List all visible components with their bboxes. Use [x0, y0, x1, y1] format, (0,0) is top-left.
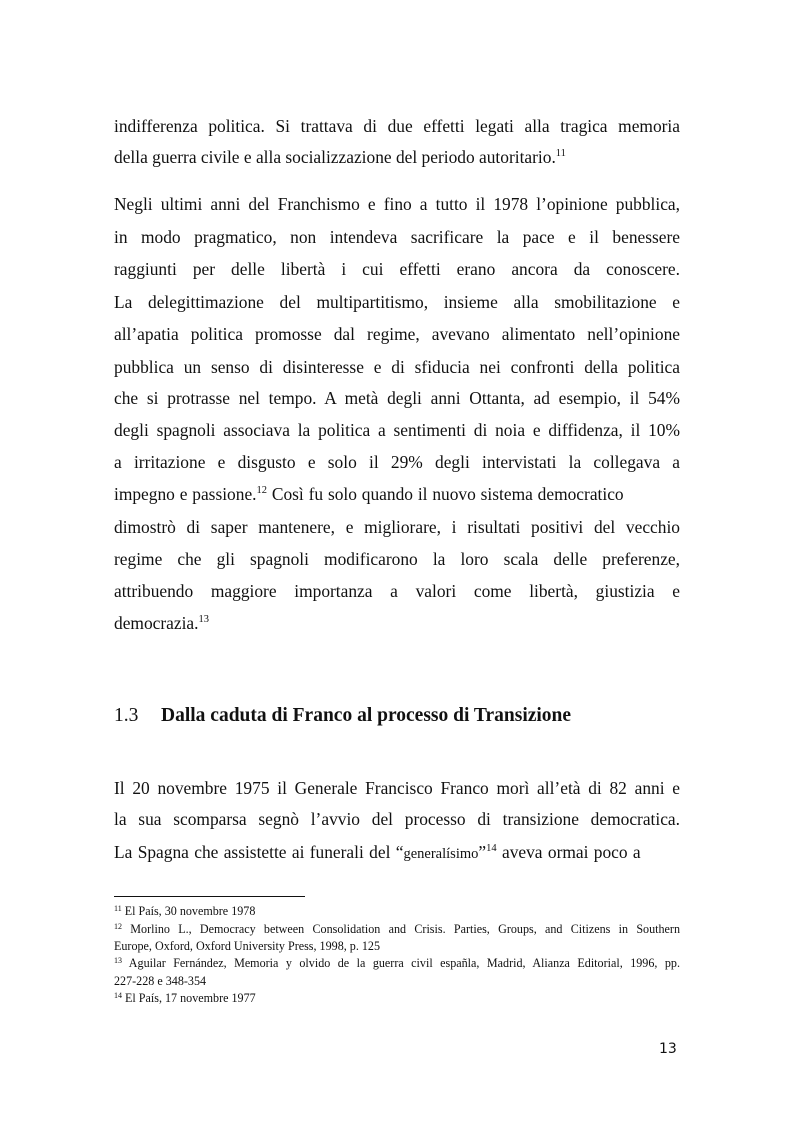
body-line: La delegittimazione del multipartitismo, insieme alla smobilitazione e — [114, 292, 680, 312]
footnote-number: 13 — [114, 956, 122, 965]
body-line: all’apatia politica promosse dal regime, avevano alimentato nell’opinione — [114, 324, 680, 344]
body-line: la sua scomparsa segnò l’avvio del processo di transizione democratica. — [114, 809, 680, 829]
footnote-number: 14 — [114, 991, 122, 1000]
footnote-number: 12 — [114, 922, 122, 931]
body-line: regime che gli spagnoli modificarono la loro scala delle preferenze, — [114, 549, 680, 569]
footnote-14 — [114, 990, 680, 1007]
footnote-12-cont: Europe, Oxford, Oxford University Press, 1998, p. 125 — [114, 939, 381, 953]
footnote-ref: 12 — [256, 485, 268, 496]
body-line: raggiunti per delle libertà i cui effetti erano ancora da conoscere. — [114, 259, 680, 279]
body-line: Negli ultimi anni del Franchismo e fino a tutto il 1978 l’opinione pubblica, — [114, 194, 680, 214]
section-title: Dalla caduta di Franco al processo di Transizione — [161, 705, 572, 726]
body-line: a irritazione e disgusto e solo il 29% degli intervistati la collegava a — [114, 452, 680, 472]
body-text: impegno e passione. — [114, 484, 257, 504]
footnote-12 — [114, 921, 680, 938]
footnote-separator — [114, 896, 305, 897]
body-line — [114, 482, 680, 506]
body-line: attribuendo maggiore importanza a valori come libertà, giustizia e — [114, 581, 680, 601]
footnote-ref: 13 — [198, 614, 209, 625]
body-text: aveva ormai poco a — [496, 842, 641, 862]
body-line: in modo pragmatico, non intendeva sacrificare la pace e il benessere — [114, 227, 680, 247]
body-text: Così fu solo quando il nuovo sistema democratico — [267, 484, 624, 504]
section-heading — [114, 702, 571, 730]
page-number: 13 — [659, 1041, 677, 1057]
footnote-11 — [114, 903, 680, 920]
body-line — [114, 145, 680, 169]
footnote-ref: 11 — [555, 148, 566, 159]
body-line: degli spagnoli associava la politica a sentimenti di noia e diffidenza, il 10% — [114, 420, 680, 440]
body-line: Il 20 novembre 1975 il Generale Francisco Franco morì all’età di 82 anni e — [114, 778, 680, 798]
body-text: della guerra civile e alla socializzazione del periodo autoritario. — [114, 147, 556, 167]
footnote-13-cont: 227-228 e 348-354 — [114, 974, 207, 988]
footnote-ref: 14 — [486, 843, 497, 854]
footnote-text: El País, 30 novembre 1978 — [121, 904, 256, 918]
body-line — [114, 840, 680, 866]
body-text: democrazia. — [114, 613, 199, 633]
body-text: La Spagna che assistette ai funerali del “ — [114, 842, 404, 862]
section-number: 1.3 — [114, 705, 139, 726]
body-line — [114, 611, 680, 635]
body-line: dimostrò di saper mantenere, e migliorare, i risultati positivi del vecchio — [114, 517, 680, 537]
body-line: indifferenza politica. Si trattava di due effetti legati alla tragica memoria — [114, 116, 680, 136]
body-line: pubblica un senso di disinteresse e di sfiducia nei confronti della politica — [114, 357, 680, 377]
body-text: generalísimo — [403, 846, 479, 862]
footnote-13 — [114, 955, 680, 972]
footnote-text: El País, 17 novembre 1977 — [122, 991, 256, 1005]
footnote-text: Morlino L., Democracy between Consolidation and Crisis. Parties, Groups, and Citizens in Southern — [122, 922, 680, 936]
body-text: ” — [478, 842, 487, 862]
footnote-number: 11 — [114, 904, 122, 913]
footnote-text: Aguilar Fernández, Memoria y olvido de la guerra civil españla, Madrid, Alianza Editorial, 1996, pp. — [122, 956, 680, 970]
body-line: che si protrasse nel tempo. A metà degli anni Ottanta, ad esempio, il 54% — [114, 388, 680, 408]
